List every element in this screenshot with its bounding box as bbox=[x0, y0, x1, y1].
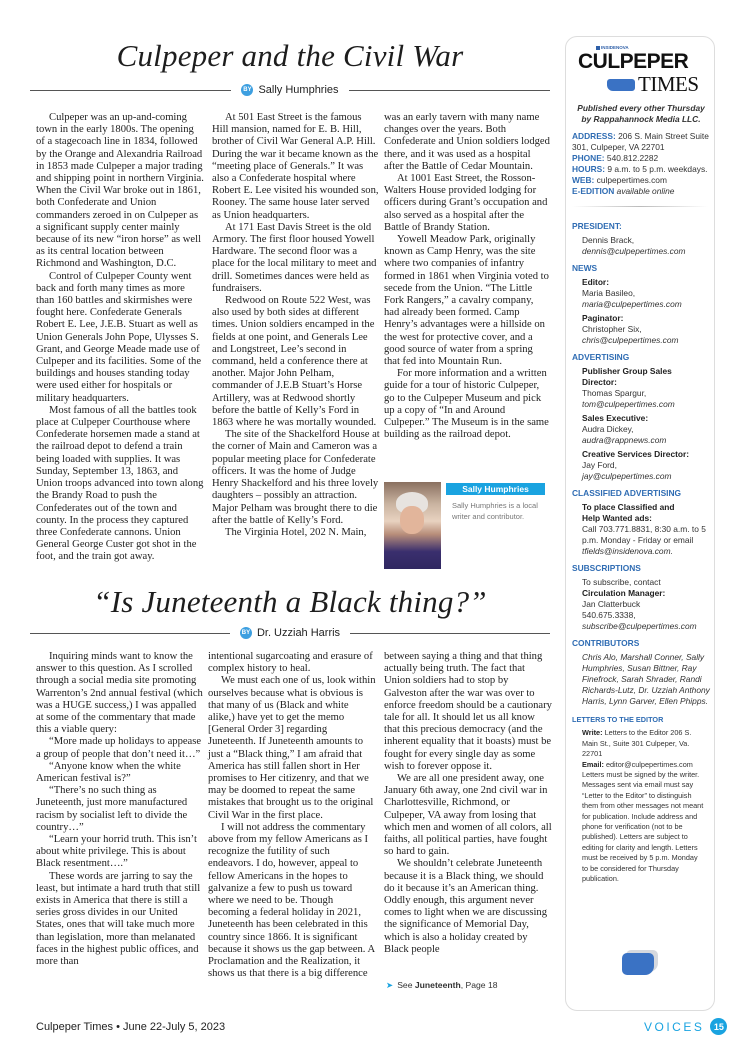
byline-author bbox=[240, 627, 340, 639]
article-paragraph: “Learn your horrid truth. This isn’t about white privilege. This is about Black resentment….” bbox=[36, 834, 197, 870]
article-paragraph: Yowell Meadow Park, originally known as Camp Henry, was the site where two companies of infantry formed in 1861 when Virginia voted to secede from the Union. “The Little Fork Rangers,” a cavalry company, had already been formed. Camp Henry’s advantages were a hillside on the west for protective cover, and a good source of water from a spring that fed into Mountain Run. bbox=[384, 234, 549, 368]
author-photo bbox=[384, 482, 441, 569]
insidenova-label: INSIDENOVA bbox=[596, 45, 629, 50]
website-link[interactable]: culpepertimes.com bbox=[596, 175, 667, 185]
section-heading: LETTERS TO THE EDITOR bbox=[572, 715, 664, 724]
section-heading: ADVERTISING bbox=[572, 352, 630, 362]
jump-keyword: Juneteenth bbox=[414, 980, 461, 990]
bio-name: Sally Humphries bbox=[446, 483, 545, 495]
logo-culpeper: CULPEPER bbox=[578, 50, 689, 73]
subscription-info: To subscribe, contact Circulation Manager: Jan Clatterbuck 540.675.3338, subscribe@culpepertimes.com bbox=[582, 577, 697, 631]
staff-entry: Editor: Maria Basileo, maria@culpepertimes.com bbox=[582, 277, 682, 309]
article-paragraph: For more information and a written guide for a tour of historic Culpeper, go to the Culpeper Museum and pick up a copy of “In and Around Culpeper.” The Museum is in the same building as the railroad depot. bbox=[384, 368, 549, 441]
article-column bbox=[384, 651, 552, 956]
staff-entry: Creative Services Director: Jay Ford, jay@culpepertimes.com bbox=[582, 449, 690, 481]
hours: 9 a.m. to 5 p.m. weekdays. bbox=[607, 164, 708, 174]
jump-suffix: , Page 18 bbox=[460, 980, 498, 990]
contributors-list: Chris Alo, Marshall Conner, Sally Humphries, Susan Bittner, Ray Finefrock, Sarah Shrader, Randi Richards-Lutz, Dr. Uzziah Anthony Harris, Lynn Garver, Ellen Phipps. bbox=[582, 652, 710, 706]
article-paragraph: These words are jarring to say the least, but intimate a hard truth that still exists in America that there is still a series gross divides in our United States, ones that will take much more than legislation, more than melanated faces in the highest public offices, and more than bbox=[36, 870, 201, 968]
article-paragraph: We are all one president away, one January 6th away, one 2nd civil war in Charlottesville, Richmond, or Culpeper, VA away from losing that which men and women of all colors, all faiths, all political parties, have fought so hard to gain. bbox=[384, 773, 552, 858]
staff-entry: Paginator: Christopher Six, chris@culpepertimes.com bbox=[582, 313, 679, 345]
article-paragraph: The site of the Shackelford House at the corner of Main and Cameron was a popular meeting place for Confederate officers. It was the home of Judge Henry Shackelford and his three lovely daughters – possibly an attraction. Major Pelham was brought there to die after the battle of Kelly’s Ford. bbox=[212, 429, 380, 526]
article-paragraph: At 501 East Street is the famous Hill mansion, named for E. B. Hill, brother of Civil War General A.P. Hill. During the war it became known as the “meeting place of Generals.” It was also a Confederate hospital where Robert E. Lee visited his wounded son, Rooney. The same house later served as Union headquarters. bbox=[212, 112, 379, 221]
byline-rule bbox=[350, 633, 550, 634]
classified-info: To place Classified and Help Wanted ads: Call 703.771.8831, 8:30 a.m. to 5 p.m. Monday - Friday or email tfields@insidenova.com. bbox=[582, 502, 706, 556]
byline-rule bbox=[30, 90, 231, 91]
bio-text: Sally Humphries is a local writer and contributor. bbox=[452, 501, 538, 521]
article-paragraph: Redwood on Route 522 West, was also used by both sides at different times. Union soldiers encamped in the fields at one point, and Generals Lee and Longstreet, Lee’s second in command, held a conference there at another. Major John Pelham, commander of J.E.B Stuart’s Horse Artillery, was at Redwood shortly before the battle of Kelly’s Ford in 1863 where he was mortally wounded. bbox=[212, 295, 377, 429]
article-paragraph: At 1001 East Street, the Rosson-Walters House provided lodging for officers during Grant’s occupation and also served as a hospital after the Battle of Brandy Station. bbox=[384, 173, 548, 233]
article-paragraph: “There’s no such thing as Juneteenth, just more manufactured racism by socialist left to divide the country…” bbox=[36, 785, 188, 833]
jump-prefix: See bbox=[397, 980, 413, 990]
author-name: Dr. Uzziah Harris bbox=[256, 627, 341, 639]
article-paragraph: Culpeper was an up-and-coming town in the early 1800s. The opening of a stagecoach line in 1834, followed by the Orange and Alexandria Railroad in 1853 made Culpeper a major trading and shipping point in northern Virginia. When the Civil War broke out in 1861, both Confederate and Union commanders zeroed in on Culpeper as a significant supply center mainly because of its new “iron horse” as well as its central location between Richmond and Washington, D.C. bbox=[36, 112, 204, 270]
article-column bbox=[208, 651, 376, 980]
byline-author bbox=[241, 84, 338, 96]
published-by: Published every other Thursday by Rappahannock Media LLC. bbox=[577, 103, 705, 124]
article-column bbox=[36, 112, 204, 564]
byline-rule bbox=[30, 633, 230, 634]
section-heading: CLASSIFIED ADVERTISING bbox=[572, 488, 682, 498]
article-paragraph: At 171 East Davis Street is the old Armory. The first floor housed Yowell Hardware. The second floor was a place for the local military to meet and drill. Sometimes dances were held as fundraisers. bbox=[212, 221, 377, 294]
article-paragraph: between saying a thing and that thing actually being truth. The fact that Union soldiers had to stop by Galveston after the war was over to enforce freedom should be a cautionary tale for all. It should let us all know that this precious democracy (and the inherent equality that it boasts) must be fought for every single day as some wish to forever oppose it. bbox=[384, 651, 552, 772]
article-paragraph: Control of Culpeper County went back and forth many times as more than 160 battles and skirmishes were fought here. Confederate Generals Robert E. Lee, J.E.B. Stuart as well as Union Generals John Pope, Ulysses S. Grant, and George Meade made use of Culpeper and its facilities. Some of the buildings and houses standing today were used either for hospitals or military headquarters. bbox=[36, 270, 202, 404]
speech-bubble-icon bbox=[607, 79, 635, 91]
jump-link[interactable] bbox=[386, 980, 498, 991]
eedition: available online bbox=[616, 186, 675, 196]
byline bbox=[30, 626, 550, 640]
by-badge-icon: BY bbox=[240, 627, 252, 639]
article-paragraph: Most famous of all the battles took place at Culpeper Courthouse where Confederate horsemen made a stand at the railroad depot to defend a train being loaded with supplies. It was Sunday, September 13, 1863, and Union troops advanced into town along the Brandy Road to push the Confederates out of the town and county. In the process they captured three Confederate cannons. Union General George Custer got shot in the foot, and the train got away. bbox=[36, 404, 204, 563]
contact-info: ADDRESS: 206 S. Main Street Suite 301, Culpeper, VA 22701 PHONE: 540.812.2282 HOURS: 9 a.m. to 5 p.m. weekdays. WEB: culpepertimes.com E-EDITION available online bbox=[572, 131, 709, 196]
article-paragraph: “More made up holidays to appease a group of people that don’t need it…” bbox=[36, 736, 202, 760]
article-paragraph: was an early tavern with many name changes over the years. Both Confederate and Union soldiers lodged there, and it was used as a hospital after the Battle of Cedar Mountain. bbox=[384, 112, 550, 172]
article-paragraph: “Anyone know when the white American festival is?” bbox=[36, 760, 181, 785]
article-paragraph: intentional sugarcoating and erasure of complex history to heal. bbox=[208, 651, 373, 675]
article-paragraph: The Virginia Hotel, 202 N. Main, bbox=[225, 526, 367, 538]
arrow-right-icon: ➤ bbox=[386, 980, 394, 990]
section-heading: NEWS bbox=[572, 263, 598, 273]
footer-publication: Culpeper Times • June 22-July 5, 2023 bbox=[36, 1021, 226, 1033]
section-heading: PRESIDENT: bbox=[572, 221, 622, 231]
footer-section bbox=[644, 1018, 727, 1035]
staff-entry: Sales Executive: Audra Dickey, audra@rappnews.com bbox=[582, 413, 667, 445]
phone: 540.812.2282 bbox=[606, 153, 659, 163]
address: 206 S. Main Street Suite 301, Culpeper, VA 22701 bbox=[572, 131, 709, 152]
article-column bbox=[36, 651, 204, 968]
section-name: VOICES bbox=[644, 1019, 705, 1034]
article-paragraph: We must each one of us, look within ourselves because what is obvious is that many of us (Black and white alike,) have yet to get the memo [General Order 3] regarding Juneteenth. If Juneteenth amounts to just a “Black thing,” I am afraid that America has still fallen short in Her promises to Her citizenry, and that we may be doomed to repeat the same mistakes that brought us to the original Civil War in the first place. bbox=[208, 675, 376, 821]
article-headline: Culpeper and the Civil War bbox=[116, 38, 464, 73]
culpeper-times-logo bbox=[578, 45, 706, 97]
page-number: 15 bbox=[710, 1018, 727, 1035]
author-name: Sally Humphries bbox=[258, 84, 339, 96]
byline-rule bbox=[349, 90, 550, 91]
article-column bbox=[212, 112, 380, 539]
article-column bbox=[384, 112, 550, 441]
letters-info: Write: Letters to the Editor 206 S. Main St., Suite 301 Culpeper, Va. 22701 Email: editor@culpepertimes.com Letters must be signed by the writer. Messages sent via email must say “Letter to the Editor” to distinguish them from other messages not meant for publication. Include address and phone for verification (not to be published). Letters are subject to editing for clarity and length. Letters must be received by 5 p.m. Monday to be considered for Thursday publication. bbox=[582, 728, 704, 884]
logo-times: TIMES bbox=[638, 72, 699, 96]
masthead-sidebar bbox=[565, 36, 715, 1011]
speech-bubble-icon bbox=[622, 953, 654, 975]
article-paragraph: Inquiring minds want to know the answer to this question. As I scrolled through a social media site promoting Warrenton’s 2nd annual festival (which was a HUGE success,) I was appalled at some of the commentary that made this a viable query: bbox=[36, 651, 203, 736]
article-paragraph: I will not address the commentary above from my fellow Americans as I recognize the futility of such endeavors. I do, however, appeal to fellow Americans in the hopes to galvanize a few to push us toward where we need to be. Though becoming a federal holiday in 2021, Juneteenth has been celebrated in this country since 1866. It is significant because it shows us the gap between. A Proclamation and the Realization, it shows us that there is a big difference bbox=[208, 821, 375, 980]
staff-entry: Dennis Brack, dennis@culpepertimes.com bbox=[582, 235, 686, 256]
article-headline: “Is Juneteenth a Black thing?” bbox=[93, 584, 487, 619]
section-heading: SUBSCRIPTIONS bbox=[572, 563, 641, 573]
byline bbox=[30, 83, 550, 97]
section-heading: CONTRIBUTORS bbox=[572, 638, 640, 648]
article-paragraph: We shouldn’t celebrate Juneteenth because it is a Black thing, we should do it because it’s an American thing. Oddly enough, this argument never comes to light when we are discussing the significance of Memorial Day, which is also a holiday created by Black people bbox=[384, 858, 547, 955]
divider bbox=[572, 206, 708, 207]
by-badge-icon: BY bbox=[241, 84, 253, 96]
staff-entry: Publisher Group Sales Director: Thomas Spargur, tom@culpepertimes.com bbox=[582, 366, 675, 409]
staff-directory bbox=[572, 221, 712, 885]
